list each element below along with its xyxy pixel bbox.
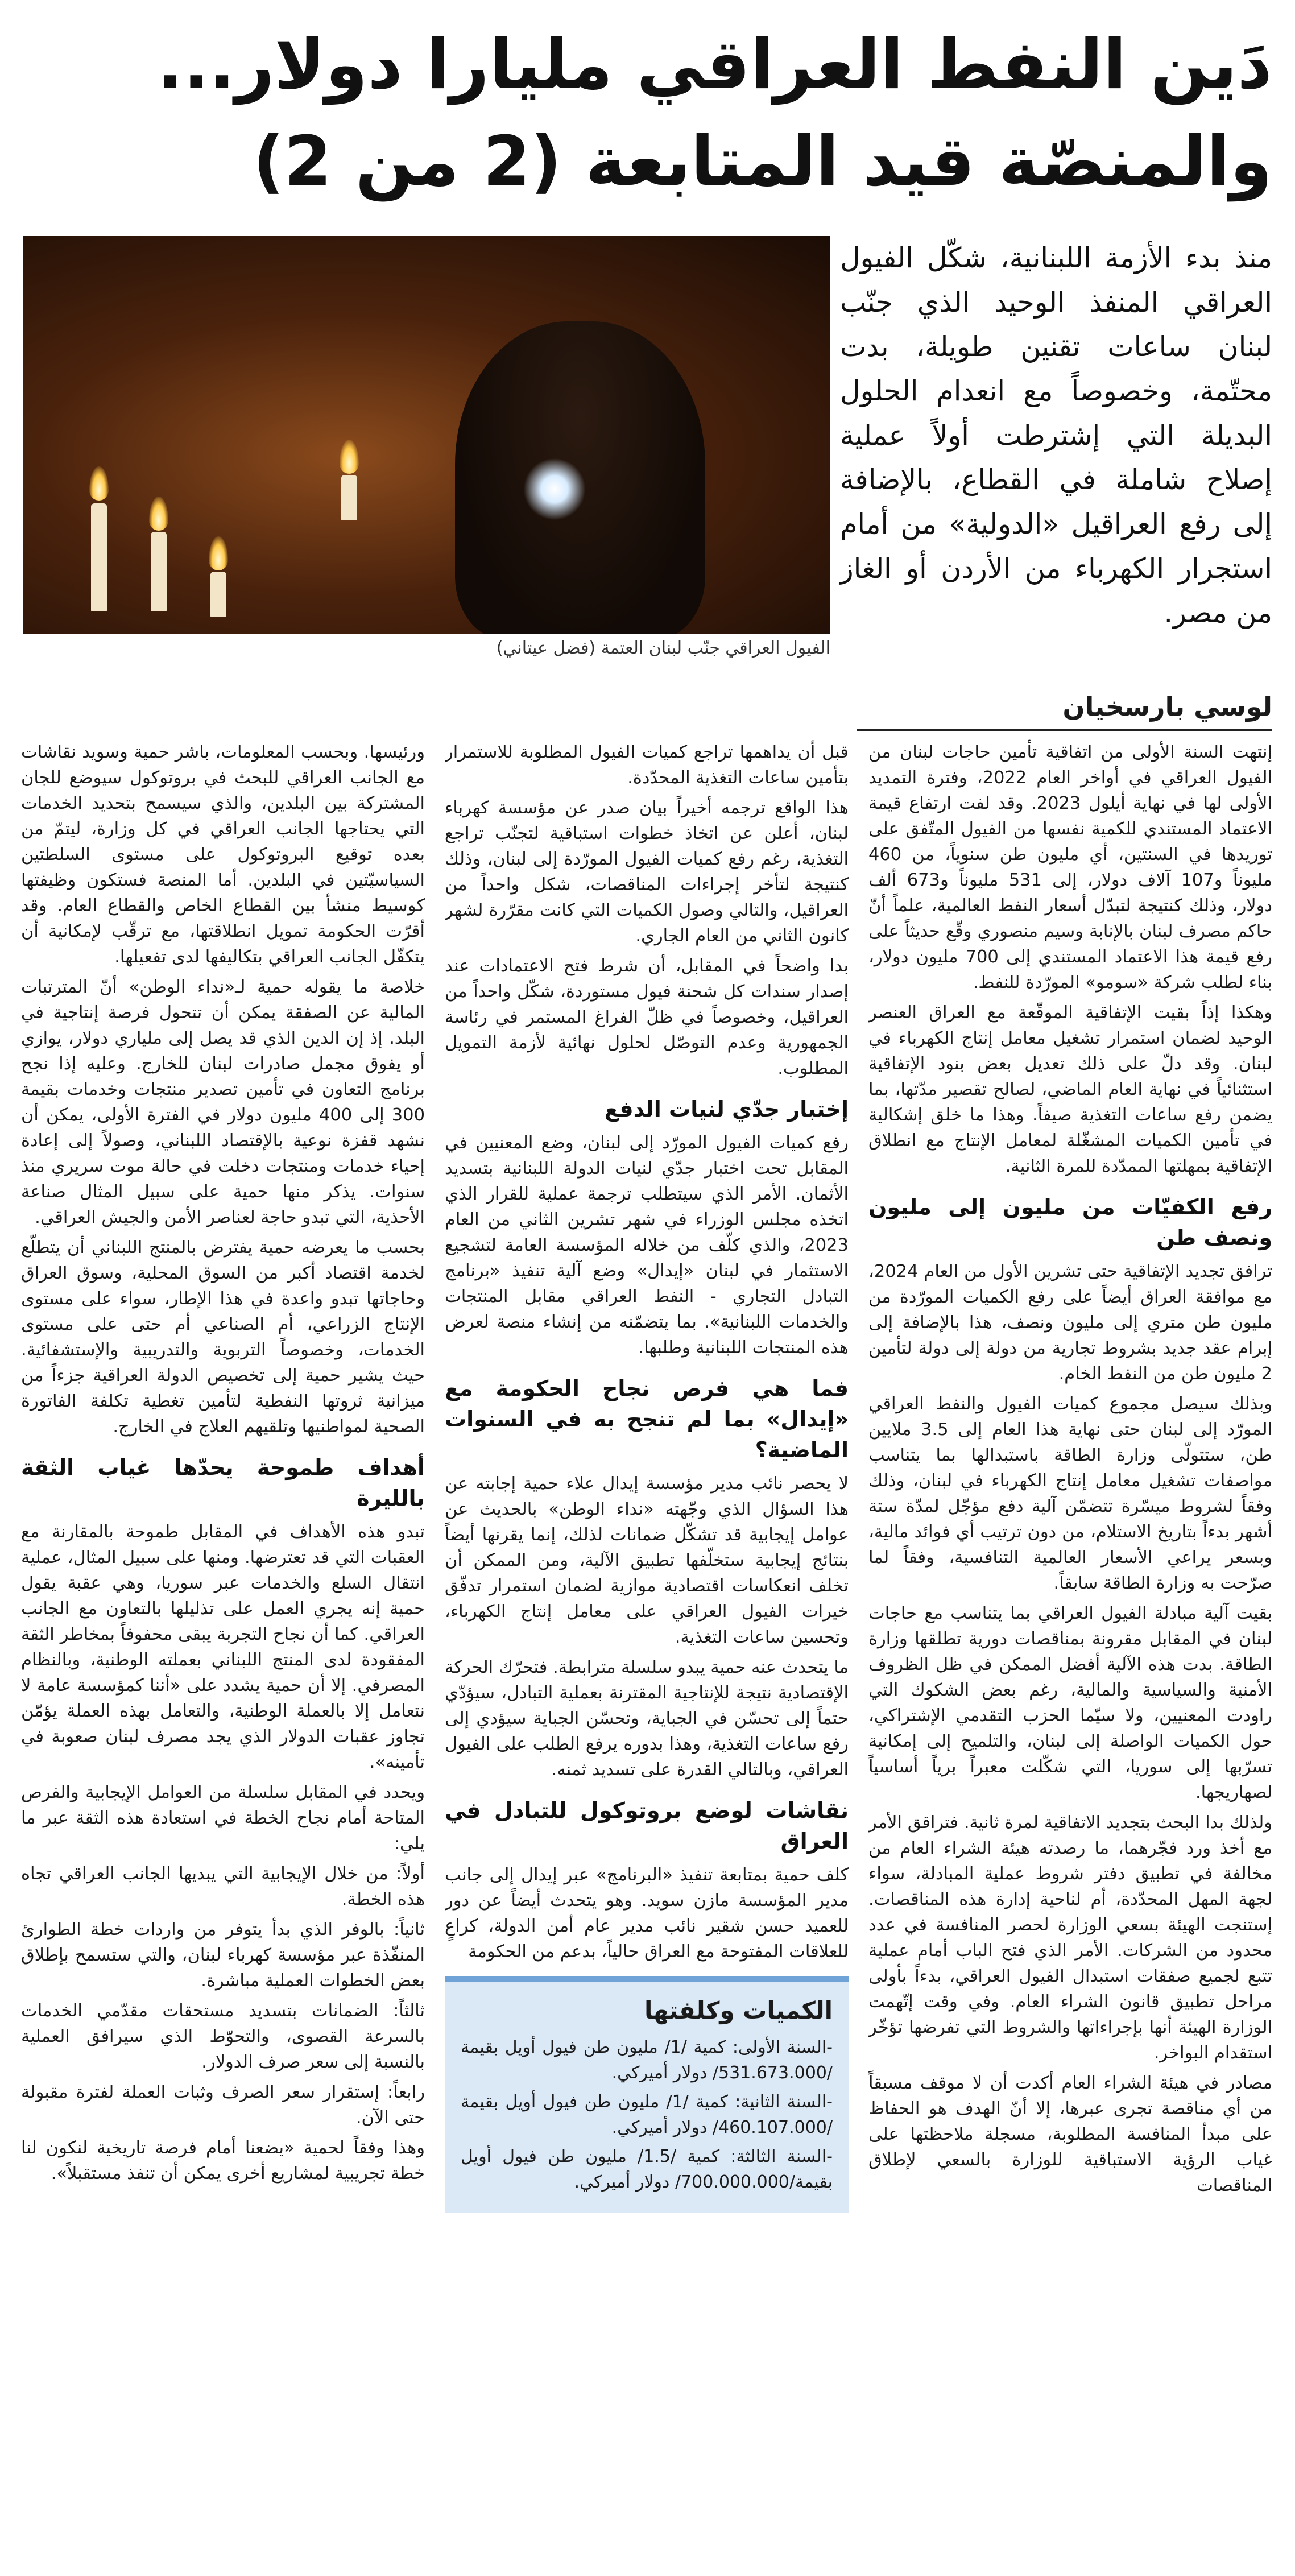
box-title: الكميات وكلفتها	[644, 1996, 833, 2024]
paragraph: قبل أن يداهمها تراجع كميات الفيول المطلوبة للاستمرار بتأمين ساعات التغذية المحدّدة.	[445, 742, 849, 788]
photo-caption: الفيول العراقي جنّب لبنان العتمة (فضل عيتاني)	[496, 638, 830, 658]
paragraph: بدا واضحاً في المقابل، أن شرط فتح الاعتمادات عند إصدار سندات كل شحنة فيول مستوردة، شكّل واحداً من العراقيل، وخصوصاً في ظلّ الفراغ المستمر في رئاسة الجمهورية وعدم التوصّل لحلول نهائية لأزمة التمويل المطلوب.	[445, 956, 849, 1078]
paragraph: ما يتحدث عنه حمية يبدو سلسلة مترابطة. فتحرّك الحركة الإقتصادية نتيجة للإنتاجية المقترنة بعملية التبادل، سيؤدّي حتماً إلى تحسّن في الجباية، وتحسّن الجباية سيؤدي إلى رفع ساعات التغذية، وهذا بدوره يرفع الطلب على الفيول العراقي، وبالتالي القدرة على تسديد ثمنه.	[445, 1657, 849, 1780]
article-photo	[23, 236, 830, 634]
section-heading: فما هي فرص نجاح الحكومة مع «إيدال» بما لم تنجح به في السنوات الماضية؟	[445, 1376, 849, 1462]
box-line: -السنة الثالثة: كمية /1.5/ مليون طن فيول أويل بقيمة/700.000.000/ دولار أميركي.	[461, 2147, 833, 2192]
paragraph: ولذلك بدا البحث بتجديد الاتفاقية لمرة ثانية. فتراقق الأمر مع أخذ ورد فجّرهما، ما رصدته هيئة الشراء العام من مخالفة في تطبيق دفتر شروط عملية المبادلة، سواء لجهة المهل المحدّدة، أم لناحية إدارة هذه المناقصات. إستنجت الهيئة بسعي الوزارة لحصر المنافسة في عدد محدود من الشركات. الأمر الذي فتح الباب أمام عملية تتبع لجميع صفقات استبدال الفيول العراقي، بدءاً بأولى مراحل تطبيق قانون الشراء العام. وفي وقت إتّهمت الوزارة الهيئة أنها بإجراءاتها والشروط التي تفرضها تؤخّر استقدام البواخر.	[868, 1813, 1272, 2063]
headline-line-1: دَين النفط العراقي مليارا دولار...	[157, 26, 1272, 105]
paragraph: ويحدد في المقابل سلسلة من العوامل الإيجابية والفرص المتاحة أمام نجاح الخطة في استعادة هذه الثقة عبر ما يلي:	[21, 1783, 425, 1854]
section-heading: إختبار جدّي لنيات الدفع	[604, 1097, 849, 1122]
article-column-3	[21, 739, 425, 2554]
paragraph: هذا الواقع ترجمه أخيراً بيان صدر عن مؤسسة كهرباء لبنان، أعلن عن اتخاذ خطوات استباقية لتجنّب تراجع التغذية، رغم رفع كميات الفيول المورّدة إلى لبنان، وذلك كنتيجة لتأخر إجراءات المناقصات، شكل واحداً من العراقيل، والتالي وصول الكميات التي كانت مقرّرة لشهر كانون الثاني من العام الجاري.	[445, 798, 849, 946]
headline-line-2: والمنصّة قيد المتابعة (2 من 2)	[253, 122, 1272, 201]
paragraph: رابعاً: إستقرار سعر الصرف وثبات العملة لفترة مقبولة حتى الآن.	[21, 2082, 425, 2128]
paragraph: وبذلك سيصل مجموع كميات الفيول والنفط العراقي المورّد إلى لبنان حتى نهاية هذا العام إلى 3.5 ملايين طن، ستتولّى وزارة الطاقة باستبدالها بما يتناسب مواصفات تشغيل معامل إنتاج الكهرباء في لبنان، وذلك وفقاً لشروط ميسّرة تتضمّن آلية دفع مؤجّل لمدّة ستة أشهر بدءاً بتاريخ الاستلام، من دون ترتيب أي فوائد مالية، وبسعر يراعي الأسعار العالمية التنافسية، وفقاً لما صرّحت به وزارة الطاقة سابقاً.	[868, 1394, 1272, 1593]
paragraph: لا يحصر نائب مدير مؤسسة إيدال علاء حمية إجابته عن هذا السؤال الذي وجّهته «نداء الوطن» بالحديث عن عوامل إيجابية قد تشكّل ضمانات لذلك، إنما يقرنها أيضاً بنتائج إيجابية ستخلّفها تطبيق الآلية، ومن الممكن أن تخلف انعكاسات اقتصادية موازية لضمان استمرار تدفّق خيرات الفيول العراقي على معامل إنتاج الكهرباء، وتحسين ساعات التغذية.	[445, 1474, 849, 1647]
paragraph: ثالثاً: الضمانات بتسديد مستحقات مقدّمي الخدمات بالسرعة القصوى، والتحوّط الذي سيرافق العملية بالنسبة إلى سعر صرف الدولار.	[21, 2001, 425, 2072]
paragraph: ترافق تجديد الإتفاقية حتى تشرين الأول من العام 2024، مع موافقة العراق أيضاً على رفع الكميات المورّدة من مليون طن متري إلى مليون ونصف، هذا بالإضافة إلى إبرام عقد جديد بشروط تجارية من دولة إلى دولة لتأمين 2 مليون طن من النفط الخام.	[868, 1262, 1272, 1384]
paragraph: أولاً: من خلال الإيجابية التي يبديها الجانب العراقي تجاه هذه الخطة.	[21, 1864, 425, 1909]
section-heading: رفع الكفيّات من مليون إلى مليون ونصف طن	[868, 1194, 1272, 1250]
article-column-2	[445, 739, 849, 2554]
article-column-1	[868, 739, 1272, 2554]
paragraph: رفع كميات الفيول المورّد إلى لبنان، وضع المعنيين في المقابل تحت اختبار جدّي لنيات الدولة اللبنانية بتسديد الأثمان. الأمر الذي سيتطلب ترجمة عملية للقرار الذي اتخذه مجلس الوزراء في شهر تشرين الثاني من العام 2023، والذي كلّف من خلاله المؤسسة العامة لتشجيع الاستثمار في لبنان «إيدال» وضع آلية تنفيذ «برنامج التبادل التجاري - النفط العراقي مقابل المنتجات والخدمات اللبنانية». بما يتضمّنه من إنشاء منصة لعرض هذه المنتجات اللبنانية وطلبها.	[445, 1133, 849, 1358]
section-heading: أهداف طموحة يحدّها غياب الثقة بالليرة	[21, 1455, 425, 1511]
paragraph: مصادر في هيئة الشراء العام أكدت أن لا موقف مسبقاً من أي مناقصة تجرى عبرها، إلا أنّ الهدف هو الحفاظ على مبدأ المنافسة المطلوبة، مسجلة ملاحظتها على غياب الرؤية الاستباقية للوزارة بالسعي لإطلاق المناقصات	[868, 2073, 1272, 2195]
box-line: -السنة الأولى: كمية /1/ مليون طن فيول أويل بقيمة /531.673.000/ دولار أميركي.	[461, 2037, 833, 2083]
paragraph: وهكذا إذاً بقيت الإتفاقية الموقّعة مع العراق العنصر الوحيد لضمان استمرار تشغيل معامل إنتاج الكهرباء في لبنان. وقد دلّ على ذلك تعديل بعض بنود الإتفاقية استثنائياً في نهاية العام الماضي، لصالح تقصير مدّتها، بما يضمن رفع ساعات التغذية صيفاً. وهذا ما خلق إشكالية في تأمين الكميات المشغّلة لمعامل الإنتاج مع انطلاق الإتفاقية بمهلتها الممدّدة للمرة الثانية.	[868, 1003, 1272, 1176]
article-intro: منذ بدء الأزمة اللبنانية، شكّل الفيول العراقي المنفذ الوحيد الذي جنّب لبنان ساعات تقنين طويلة، بدت محتّمة، وخصوصاً مع انعدام الحلول البديلة التي إشترطت أولاً عملية إصلاح شاملة في القطاع، بالإضافة إلى رفع العراقيل «الدولية» من أمام استجرار الكهرباء من الأردن أو الغاز من مصر.	[840, 242, 1272, 629]
paragraph: وهذا وفقاً لحمية «يضعنا أمام فرصة تاريخية لنكون لنا خطة تجريبية لمشاريع أخرى يمكن أن تنفذ مستقبلاً».	[21, 2138, 425, 2184]
paragraph: ورئيسها. وبحسب المعلومات، باشر حمية وسويد نقاشات مع الجانب العراقي للبحث في بروتوكول سيوضع للجان المشتركة بين البلدين، والذي سيسمح بتحديد الخدمات التي يحتاجها الجانب العراقي في كل وزارة، ليتمّ من بعده توقيع البروتوكول على مستوى السلطتين السياسيّتين في البلدين. أما المنصة فستكون وظيفتها كوسيط منشأ بين القطاع الخاص والقطاع العام. وقد أقرّت الحكومة تمويل انطلاقتها، مع ترقّب لإمكانية أن يتكفّل الجانب العراقي بتكاليفها لدى تفعيلها.	[21, 742, 425, 967]
paragraph: كلف حمية بمتابعة تنفيذ «البرنامج» عبر إيدال إلى جانب مدير المؤسسة مازن سويد. وهو يتحدث أيضاً عن دور للعميد حسن شقير نائب مدير عام أمن الدولة، كراعٍ للعلاقات المفتوحة مع العراق حالياً، بدعم من الحكومة	[445, 1865, 849, 1962]
paragraph: بحسب ما يعرضه حمية يفترض بالمنتج اللبناني أن يتطلّع لخدمة اقتصاد أكبر من السوق المحلية، وسوق العراق وحاجاتها تبدو واعدة في هذا الإطار، سواء على مستوى الإنتاج الزراعي، أم الصناعي أم حتى على مستوى الخدمات، وخصوصاً التربوية والتدريبية والإستشفائية. حيث يشير حمية إلى تخصيص الدولة العراقية جزءاً من ميزانية ثروتها النفطية لتأمين تغطية تكلفة الفاتورة الصحية لمواطنيها وتلقيهم العلاج في الخارج.	[21, 1238, 425, 1437]
paragraph: إنتهت السنة الأولى من اتفاقية تأمين حاجات لبنان من الفيول العراقي في أواخر العام 2022، وفترة التمديد الأولى لها في نهاية أيلول 2023. وقد لفت ارتفاع قيمة الاعتماد المستندي للكمية نفسها من الفيول المتّفق على توريدها في السنتين، أي مليون طن سنوياً، من 460 مليوناً و107 آلاف دولار، إلى 531 مليوناً و673 ألف دولار، وذلك كنتيجة لتبدّل أسعار النفط العالمية، علماً أنّ حاكم مصرف لبنان بالإنابة وسيم منصوري وقّع حديثاً على رفع قيمة هذا الاعتماد المستندي إلى 700 مليون دولار، بناء لطلب شركة «سومو» المورّدة للنفط.	[868, 742, 1272, 993]
paragraph: تبدو هذه الأهداف في المقابل طموحة بالمقارنة مع العقبات التي قد تعترضها. ومنها على سبيل المثال، عملية انتقال السلع والخدمات عبر سوريا، وهي عقبة يقول حمية إنه يجري العمل على تذليلها بالتعاون مع الجانب العراقي. كما أن نجاح التجربة يبقى محفوفاً بمخاطر الثقة المفقودة لدى المنتج اللبناني بعملته الوطنية، وبالنظام المصرفي. إلا أن حمية يشدد على «أننا كمؤسسة عامة لا نتعامل إلا بالعملة الوطنية، والتعامل بهذه العملة يؤمّن تجاوز عقبات الدولار الذي يجد مصرف لبنان صعوبة في تأمينه».	[21, 1522, 425, 1772]
author-byline: لوسي بارسخيان	[857, 691, 1272, 731]
box-line: -السنة الثانية: كمية /1/ مليون طن فيول أويل بقيمة /460.107.000/ دولار أميركي.	[461, 2092, 833, 2137]
paragraph: خلاصة ما يقوله حمية لـ«نداء الوطن» أنّ المترتبات المالية عن الصفقة يمكن أن تتحول فرصة إنتاجية في البلد. إذ إن الدين الذي قد يصل إلى ملياري دولار، يوازي أو يفوق مجمل صادرات لبنان للخارج. وعليه إذا نجح برنامج التعاون في تأمين تصدير منتجات وخدمات بقيمة 300 إلى 400 مليون دولار في الفترة الأولى، يمكن أن نشهد قفزة نوعية بالإقتصاد اللبناني، وصولاً إلى إعادة إحياء خدمات ومنتجات دخلت في حالة موت سريري منذ سنوات. يذكر منها حمية على سبيل المثال صناعة الأحذية، التي تبدو حاجة لعناصر الأمن والجيش العراقي.	[21, 977, 425, 1227]
paragraph: ثانياً: بالوفر الذي بدأ يتوفر من واردات خطة الطوارئ المنفّذة عبر مؤسسة كهرباء لبنان، والتي ستسمح بإطلاق بعض الخطوات العملية مباشرة.	[21, 1920, 425, 1991]
article-headline	[23, 17, 1272, 222]
quantities-box	[445, 1976, 849, 2213]
section-heading: نقاشات لوضع بروتوكول للتبادل في العراق	[445, 1798, 849, 1854]
paragraph: بقيت آلية مبادلة الفيول العراقي بما يتناسب مع حاجات لبنان في المقابل مقرونة بمناقصات دورية تطلقها وزارة الطاقة. بدت هذه الآلية أفضل الممكن في ظل الظروف الأمنية والسياسية والمالية، رغم بعض الشكوك التي راودت المعنيين، ولا سيّما الحزب التقدمي الإشتراكي، حول الكميات الواصلة إلى لبنان، والتلميح إلى إمكانية تسرّبها إلى سوريا، التي شكّلت معبراً برياً أساسياً لصهاريجها.	[868, 1603, 1272, 1802]
